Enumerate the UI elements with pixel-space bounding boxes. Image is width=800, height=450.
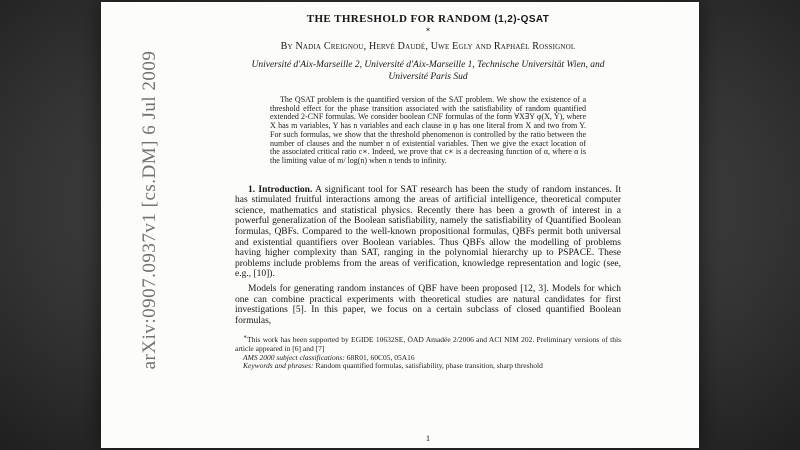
footnote-support <box>235 336 621 353</box>
footnote-asterisk-mark: ∗ <box>243 334 248 341</box>
introduction-paragraph-1 <box>235 185 621 280</box>
keywords-label: Keywords and phrases: <box>243 361 314 371</box>
arxiv-watermark: arXiv:0907.0937v1 [cs.DM] 6 Jul 2009 <box>139 50 160 370</box>
paper-page <box>101 2 699 448</box>
title-footnote-mark: ∗ <box>425 25 431 34</box>
introduction-paragraph-2: Models for generating random instances of QBF have been proposed [12, 3]. Models for which one can combine practical experiments with theoretical studies are natural candidates for first investigations [5]. In this paper, we focus on a certain subclass of closed quantified Boolean formulas, <box>235 283 621 326</box>
paper-title-qsat: (1,2)-QSAT <box>494 14 550 25</box>
section-heading-introduction: 1. Introduction. <box>248 184 313 195</box>
authors-line: By Nadia Creignou, Hervé Daudé, Uwe Egly and Raphaël Rossignol <box>280 41 576 52</box>
abstract-paragraph: The QSAT problem is the quantified version of the SAT problem. We show the existence of a threshold effect for the phase transition associated with the satisfiability of random quantified extended 2-CNF formulas. We consider boolean CNF formulas of the form ∀X∃Y φ(X, Y), where X has m variables, Y has n variables and each clause in φ has one literal from X and two from Y. For such formulas, we show that the threshold phenomenon is controlled by the ratio between the number of clauses and the number n of existential variables. Then we give the exact location of the associated critical ratio c∗. Indeed, we prove that c∗ is a decreasing function of α, where α is the limiting value of m/ log(n) when n tends to infinity. <box>270 95 586 165</box>
ams-classifications-label: AMS 2000 subject classifications: <box>243 352 345 362</box>
ams-classifications-values: 68R01, 60C05, 05A16 <box>344 352 415 362</box>
footnote-block <box>235 336 621 371</box>
page-number: 1 <box>425 433 431 443</box>
paper-content <box>235 2 621 448</box>
footnote-support-text: This work has been supported by EGIDE 10632SE, ÖAD Amadée 2/2006 and ACI NIM 202. Preliminary versions of this article appeared in [6] and [7] <box>235 335 621 354</box>
paper-title <box>235 13 621 25</box>
paper-title-text: THE THRESHOLD FOR RANDOM <box>306 13 492 25</box>
footnote-keywords <box>235 362 621 371</box>
introduction-paragraph-1-text: A significant tool for SAT research has been the study of random instances. It has stimulated fruitful interactions among the areas of artificial intelligence, theoretical computer science, mathematics and statistical physics. Recently there has been a growth of interest in a powerful generalization of the Boolean satisfiability, namely the satisfiability of Quantified Boolean formulas, QBFs. Compared to the well-known propositional formulas, QBFs permit both universal and existential quantifiers over Boolean variables. Thus QBFs allow the modelling of problems having higher complexity than SAT, ranging in the polynomial hierarchy up to PSPACE. These problems include problems from the areas of verification, knowledge representation and logic (see, e.g., [10]). <box>235 184 621 280</box>
affiliations-line: Université d'Aix-Marseille 2, Université d'Aix-Marseille 1, Technische Universität Wien, and Université Paris Sud <box>251 60 605 82</box>
keywords-values: Random quantified formulas, satisfiability, phase transition, sharp threshold <box>313 361 543 371</box>
